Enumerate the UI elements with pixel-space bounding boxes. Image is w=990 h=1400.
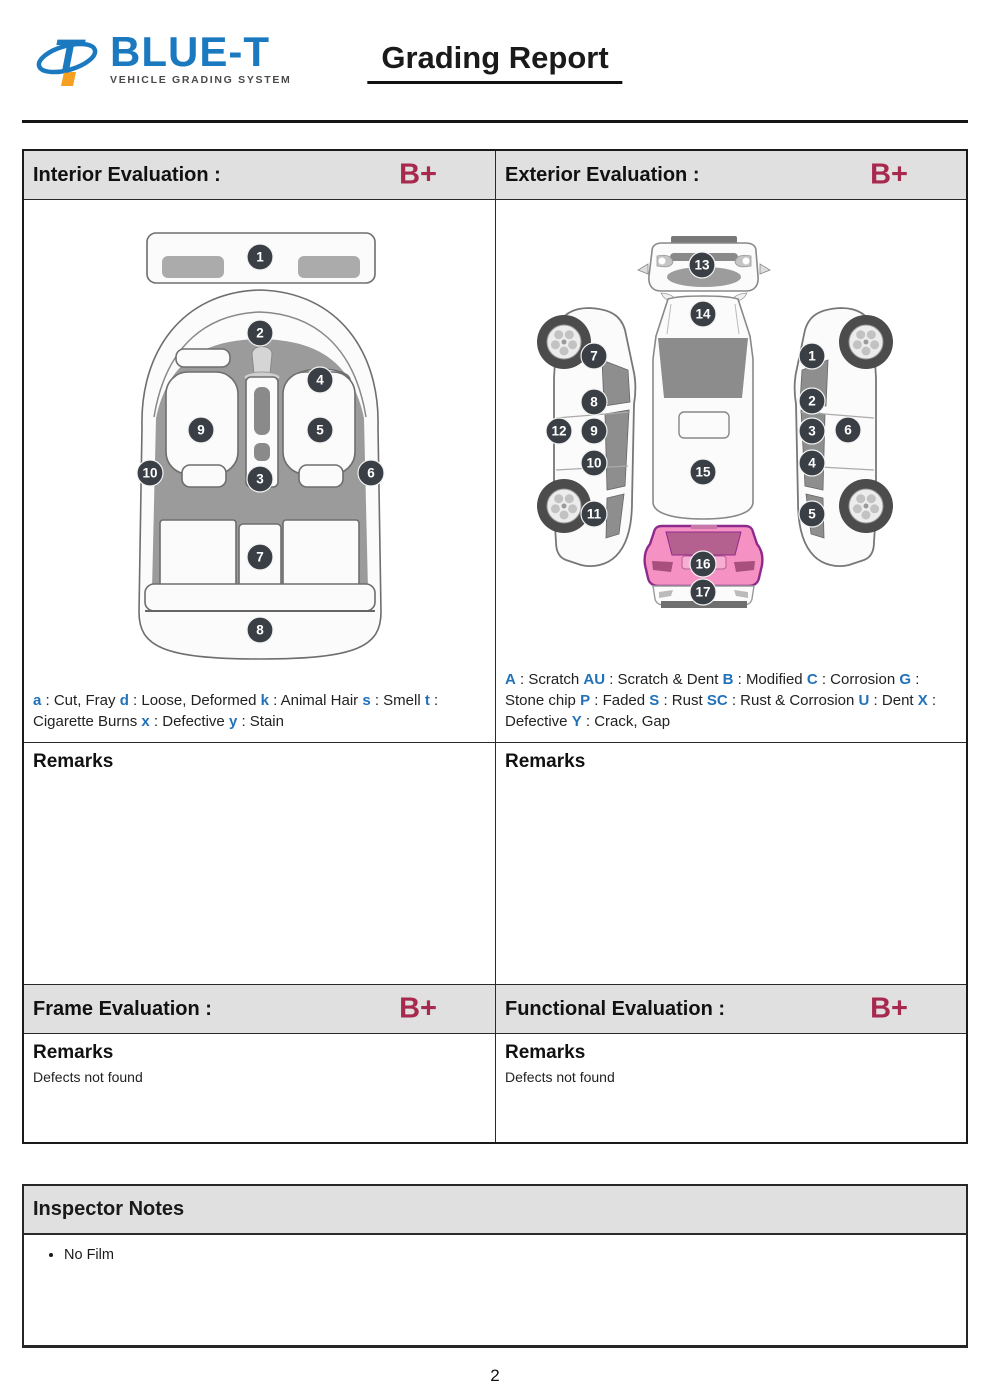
svg-text:15: 15 — [695, 464, 711, 480]
svg-text:6: 6 — [844, 422, 852, 438]
exterior-marker-14 — [690, 301, 716, 327]
legend-item: t : Cigarette Burns — [33, 692, 439, 730]
legend-item: y : Stain — [228, 713, 284, 730]
frame-remarks-text: Defects not found — [33, 1069, 143, 1085]
page-title: Grading Report — [367, 40, 622, 84]
interior-diagram-area — [24, 200, 495, 686]
interior-evaluation-label: Interior Evaluation : — [33, 163, 221, 186]
exterior-evaluation-header — [495, 151, 966, 199]
exterior-legend — [496, 665, 966, 742]
exterior-marker-13 — [689, 252, 715, 278]
interior-marker-3 — [247, 466, 273, 492]
svg-text:5: 5 — [315, 422, 324, 438]
exterior-marker-17 — [690, 579, 716, 605]
frame-functional-header-row — [24, 985, 966, 1034]
inspector-notes-title: Inspector Notes — [24, 1186, 966, 1235]
svg-text:10: 10 — [586, 455, 602, 471]
svg-text:4: 4 — [315, 372, 324, 388]
interior-marker-4 — [307, 367, 333, 393]
interior-grade: B+ — [399, 158, 437, 191]
legend-item: d : Loose, Deformed — [119, 692, 261, 709]
exterior-diagram-area — [496, 200, 966, 665]
functional-evaluation-header — [495, 985, 966, 1033]
svg-text:4: 4 — [808, 455, 816, 471]
interior-marker-8 — [247, 617, 273, 643]
interior-marker-6 — [358, 460, 384, 486]
frame-functional-remarks-row — [24, 1034, 966, 1142]
svg-text:17: 17 — [695, 584, 711, 600]
svg-text:11: 11 — [586, 506, 602, 522]
remarks-row — [24, 743, 966, 985]
exterior-marker-2 — [799, 388, 825, 414]
interior-marker-5 — [307, 417, 333, 443]
svg-text:5: 5 — [808, 506, 816, 522]
page-number: 2 — [490, 1366, 500, 1385]
exterior-marker-16 — [690, 551, 716, 577]
brand-text — [110, 27, 292, 87]
legend-item: Y : Crack, Gap — [571, 713, 671, 730]
legend-item: k : Animal Hair — [260, 692, 363, 709]
exterior-marker-7 — [581, 343, 607, 369]
svg-text:13: 13 — [694, 257, 710, 273]
functional-grade: B+ — [870, 992, 908, 1025]
svg-text:12: 12 — [551, 423, 567, 439]
functional-remarks-text: Defects not found — [505, 1069, 615, 1085]
evaluation-table — [22, 149, 968, 1144]
functional-remarks-title: Remarks — [505, 1042, 586, 1063]
brand-logo — [36, 28, 292, 90]
svg-text:7: 7 — [590, 348, 598, 364]
interior-marker-10 — [137, 460, 163, 486]
exterior-car-diagram — [521, 214, 941, 614]
exterior-marker-8 — [581, 389, 607, 415]
exterior-marker-3 — [799, 418, 825, 444]
evaluation-header-row — [24, 151, 966, 200]
svg-text:3: 3 — [255, 471, 264, 487]
header-divider — [22, 120, 968, 123]
interior-marker-7 — [247, 544, 273, 570]
svg-text:3: 3 — [808, 423, 816, 439]
frame-remarks-title: Remarks — [33, 1042, 114, 1063]
functional-remarks-cell — [495, 1034, 966, 1142]
exterior-remarks-title: Remarks — [505, 751, 586, 772]
inspector-note-item: • No Film — [64, 1247, 956, 1263]
interior-legend — [24, 686, 495, 742]
legend-item: a : Cut, Fray — [33, 692, 120, 709]
legend-item: x : Defective — [141, 713, 229, 730]
svg-text:2: 2 — [255, 325, 264, 341]
svg-text:1: 1 — [255, 249, 264, 265]
legend-item: U : Dent — [858, 692, 918, 709]
exterior-marker-1 — [799, 343, 825, 369]
brand-tagline: VEHICLE GRADING SYSTEM — [110, 74, 292, 87]
inspector-notes-body — [24, 1235, 966, 1345]
interior-diagram-cell — [24, 200, 495, 742]
svg-text:2: 2 — [808, 393, 816, 409]
legend-item: s : Smell — [362, 692, 425, 709]
svg-text:6: 6 — [366, 465, 375, 481]
legend-item: P : Faded — [580, 692, 650, 709]
exterior-marker-5 — [799, 501, 825, 527]
legend-item: A : Scratch — [505, 671, 584, 688]
exterior-marker-11 — [581, 501, 607, 527]
legend-item: X : Defective — [505, 692, 937, 730]
svg-text:7: 7 — [255, 549, 264, 565]
legend-item: B : Modified — [722, 671, 807, 688]
frame-evaluation-label: Frame Evaluation : — [33, 997, 212, 1020]
interior-remarks-title: Remarks — [33, 751, 114, 772]
svg-text:1: 1 — [808, 348, 816, 364]
exterior-marker-15 — [690, 459, 716, 485]
exterior-diagram-cell — [495, 200, 966, 742]
interior-car-diagram — [120, 222, 400, 682]
exterior-marker-9 — [581, 418, 607, 444]
svg-text:8: 8 — [590, 394, 598, 410]
exterior-marker-4 — [799, 450, 825, 476]
frame-grade: B+ — [399, 992, 437, 1025]
legend-item: S : Rust — [649, 692, 707, 709]
legend-item: SC : Rust & Corrosion — [706, 692, 859, 709]
page-header — [0, 0, 990, 102]
legend-item: G : Stone chip — [505, 671, 920, 709]
inspector-notes-box — [22, 1184, 968, 1348]
interior-marker-9 — [188, 417, 214, 443]
exterior-marker-6 — [835, 417, 861, 443]
interior-marker-2 — [247, 320, 273, 346]
frame-evaluation-header — [24, 985, 495, 1033]
interior-evaluation-header — [24, 151, 495, 199]
brand-name: BLUE-T — [110, 27, 270, 75]
svg-text:9: 9 — [196, 422, 205, 438]
exterior-evaluation-label: Exterior Evaluation : — [505, 163, 700, 186]
legend-item: C : Corrosion — [806, 671, 900, 688]
svg-text:9: 9 — [590, 423, 598, 439]
frame-remarks-cell — [24, 1034, 495, 1142]
svg-text:8: 8 — [255, 622, 264, 638]
functional-evaluation-label: Functional Evaluation : — [505, 997, 726, 1020]
legend-item: AU : Scratch & Dent — [583, 671, 723, 688]
interior-marker-1 — [247, 244, 273, 270]
logo-t-letter: T — [53, 31, 83, 84]
blue-t-logo-icon — [36, 28, 102, 90]
exterior-marker-10 — [581, 450, 607, 476]
exterior-grade: B+ — [870, 158, 908, 191]
interior-remarks-cell — [24, 743, 495, 984]
exterior-marker-12 — [546, 418, 572, 444]
svg-text:14: 14 — [695, 306, 711, 322]
svg-text:16: 16 — [695, 556, 711, 572]
diagram-row — [24, 200, 966, 743]
exterior-remarks-cell — [495, 743, 966, 984]
inspector-notes-list — [34, 1247, 956, 1263]
svg-text:10: 10 — [141, 465, 158, 481]
